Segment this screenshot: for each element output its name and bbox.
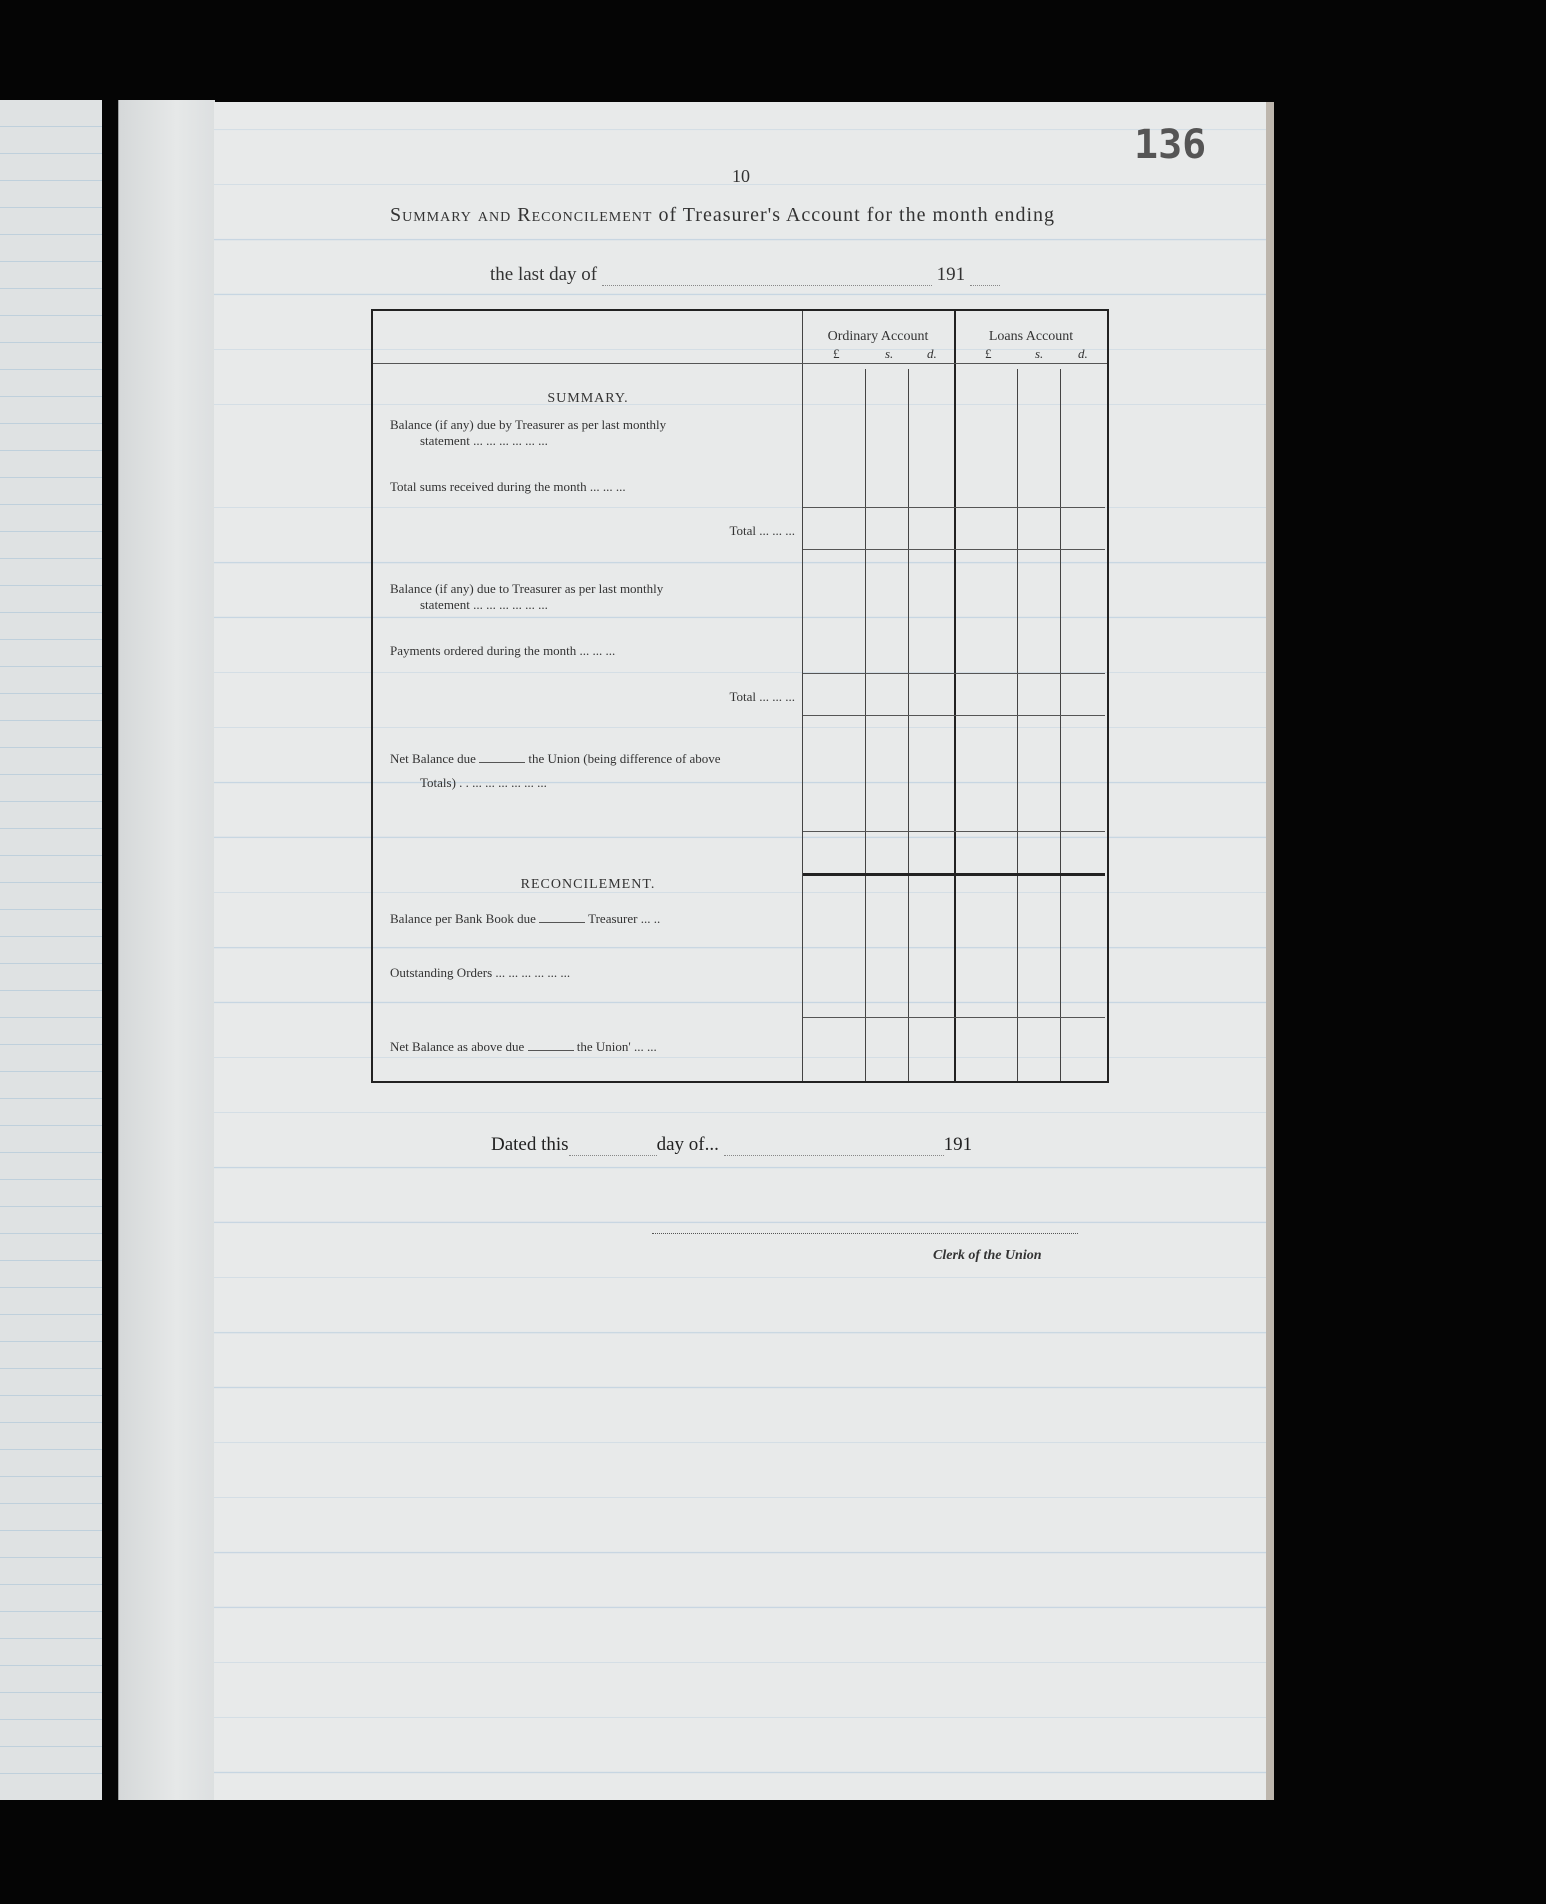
outstanding-orders-row: Outstanding Orders ... ... ... ... ... ...	[390, 965, 571, 980]
month-blank	[602, 285, 932, 286]
dated-line	[491, 1134, 972, 1156]
balance-rule	[803, 873, 1105, 876]
binding-gutter	[118, 100, 215, 1800]
blank-line	[539, 922, 585, 923]
month-year: 191	[936, 264, 966, 285]
total-rule	[803, 673, 1105, 674]
total-rule	[803, 715, 1105, 716]
col-rule	[802, 311, 803, 1081]
reconcilement-title: RECONCILEMENT.	[520, 877, 656, 892]
bank-book-label-cont: Treasurer ... ..	[588, 911, 661, 926]
total-rule	[803, 1017, 1105, 1018]
total-rule	[803, 831, 1105, 832]
shilling-unit: s.	[885, 346, 894, 361]
col-rule	[954, 311, 956, 1081]
shilling-unit: s.	[1035, 346, 1044, 361]
dated-year: 191	[943, 1134, 973, 1155]
dated-day-of: day of...	[656, 1134, 719, 1155]
total-rule	[803, 549, 1105, 550]
page-edge	[1266, 102, 1274, 1800]
net-balance-label-cont: the Union (being difference of above	[528, 751, 721, 766]
row-label	[390, 751, 795, 767]
reconciled-balance-row	[390, 1039, 795, 1055]
row-label-cont: statement ... ... ... ... ... ...	[420, 433, 548, 448]
ordinary-account-header: Ordinary Account	[827, 329, 929, 344]
reconciled-balance-label-cont: the Union' ... ...	[576, 1039, 657, 1054]
folio-stamp: 136	[1134, 122, 1207, 168]
reconciled-balance-label: Net Balance as above due	[390, 1039, 525, 1054]
left-page	[0, 100, 102, 1800]
total-payments-row: Total ... ... ...	[729, 689, 795, 704]
row-label-cont: Totals) . . ... ... ... ... ... ...	[420, 775, 547, 790]
dated-label: Dated this	[491, 1134, 569, 1155]
row-label-cont: statement ... ... ... ... ... ...	[420, 597, 548, 612]
blank-line	[528, 1050, 574, 1051]
month-blank	[724, 1155, 944, 1156]
pound-unit: £	[833, 346, 840, 361]
pound-unit: £	[985, 346, 992, 361]
pence-unit: d.	[927, 346, 937, 361]
page-number: 10	[732, 166, 750, 186]
bank-book-label: Balance per Bank Book due	[390, 911, 536, 926]
header-rule	[373, 363, 1107, 364]
col-rule	[865, 369, 866, 1081]
heading-title: Summary and Reconcilement	[390, 204, 653, 226]
heading-rest: of Treasurer's Account for the month ending	[658, 204, 1056, 226]
row-label: Balance (if any) due by Treasurer as per last monthly	[390, 417, 667, 432]
blank-line	[479, 762, 525, 763]
form-heading	[390, 204, 1090, 227]
month-line-label: the last day of	[490, 264, 598, 285]
account-table	[371, 309, 1109, 1083]
row-label: Balance (if any) due to Treasurer as per last monthly	[390, 581, 664, 596]
year-blank	[970, 285, 1000, 286]
balance-by-treasurer-row	[390, 417, 795, 449]
receipts-row: Total sums received during the month ... ... ...	[390, 479, 626, 494]
col-rule	[1060, 369, 1061, 1081]
total-receipts-row: Total ... ... ...	[729, 523, 795, 538]
col-rule	[1017, 369, 1018, 1081]
loans-account-header: Loans Account	[988, 329, 1074, 344]
balance-to-treasurer-row	[390, 581, 795, 613]
net-balance-row	[390, 751, 795, 791]
payments-row: Payments ordered during the month ... ... ...	[390, 643, 616, 658]
net-balance-label: Net Balance due	[390, 751, 476, 766]
day-blank	[569, 1155, 657, 1156]
col-rule	[908, 369, 909, 1081]
month-line	[490, 264, 1000, 286]
total-rule	[803, 507, 1105, 508]
signature-line	[652, 1233, 1078, 1234]
bank-book-row	[390, 911, 795, 927]
signature-label: Clerk of the Union	[933, 1248, 1042, 1263]
pence-unit: d.	[1078, 346, 1088, 361]
summary-title: SUMMARY.	[547, 391, 629, 406]
